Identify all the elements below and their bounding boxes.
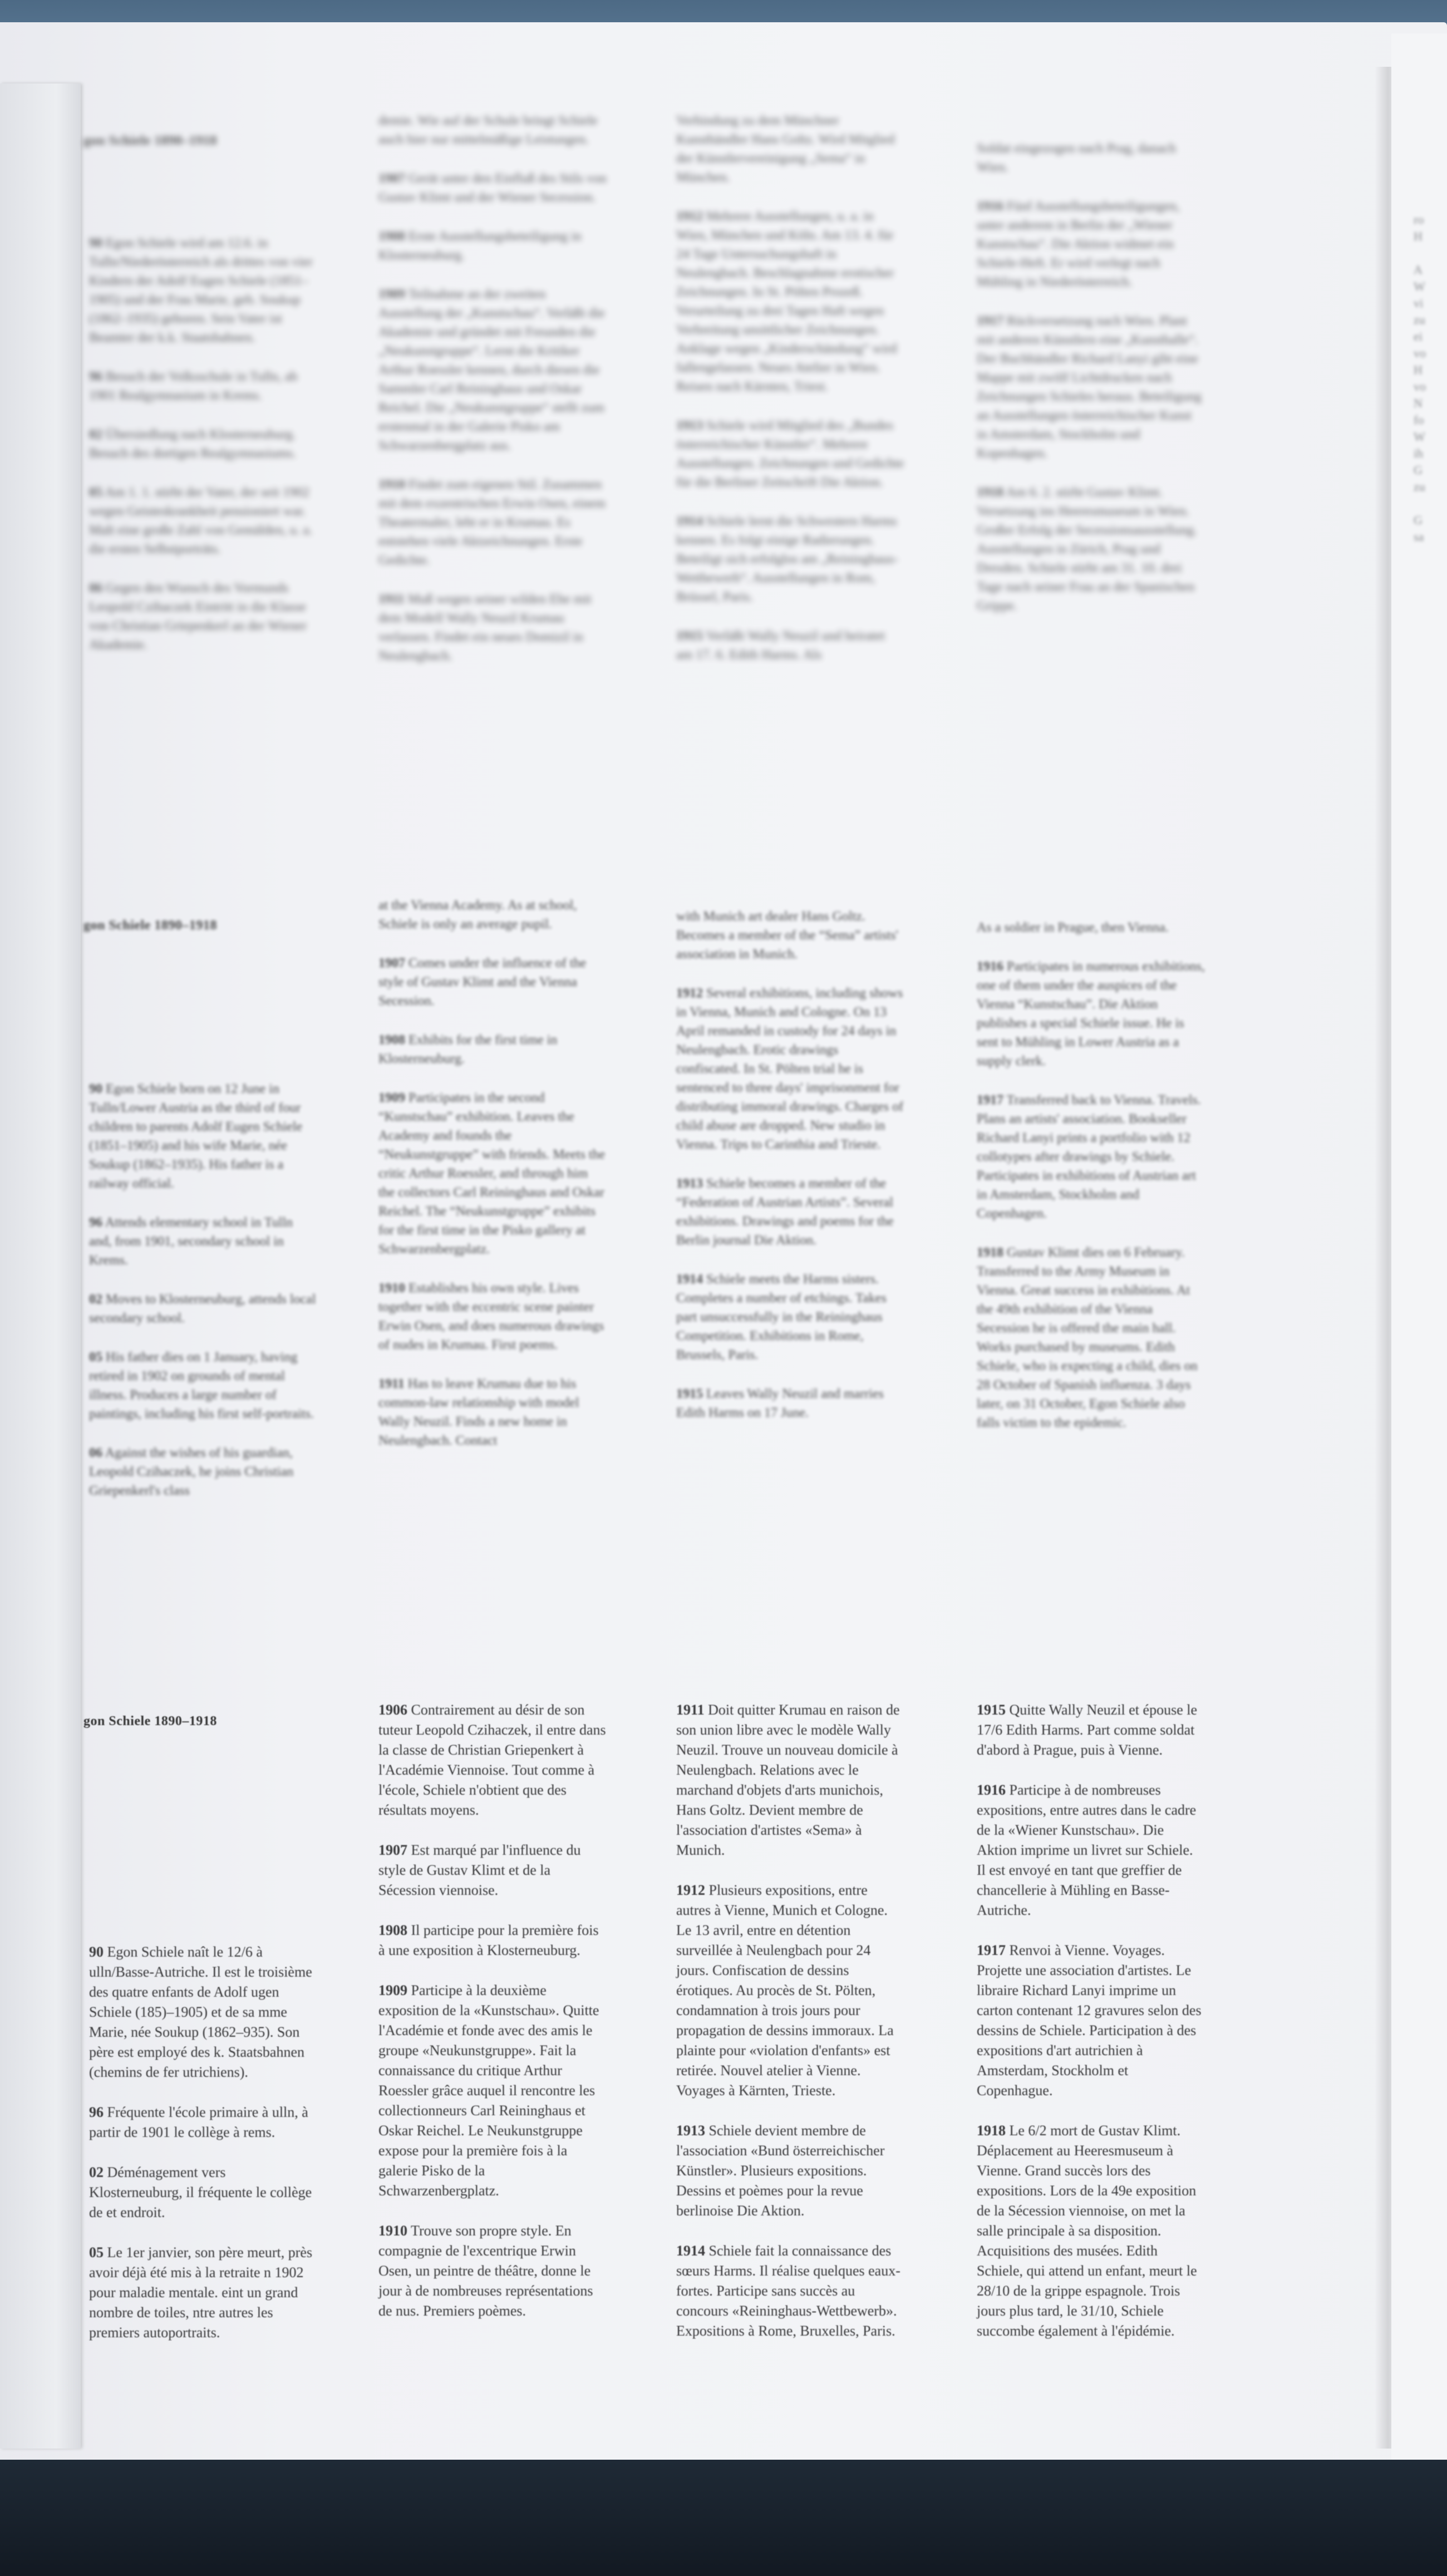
entry-text: demie. Wie auf der Schule bringt Schiele auch hier nur mittelmäßige Leistungen. [378,114,598,147]
section-title: gon Schiele 1890–1918 [83,918,217,933]
entry-year: 1911 [378,592,405,607]
timeline-entry [676,1880,904,2101]
timeline-entry [676,1174,904,1250]
timeline-entry [378,1375,607,1450]
entry-text: Schiele wird Mitglied des „Bundes österreichischer Künstler“. Mehrere Ausstellungen. Zeichnungen und Gedichte für die Berliner Zeitschrift Die Aktion. [676,418,904,490]
entry-year: 1914 [676,2243,705,2259]
timeline-entry [378,954,607,1011]
entry-text: with Munich art dealer Hans Goltz. Becomes a member of the “Sema” artists' association in Munich. [676,909,898,962]
timeline-entry [89,1942,317,2082]
entry-text: Erste Ausstellungsbeteiligung in Klosterneuburg. [378,229,582,263]
timeline-entry [89,234,317,347]
entry-text: Transferred back to Vienna. Travels. Plans an artists' association. Bookseller Richard Lanyi prints a portfolio with 12 collotypes after drawings by Schiele. Participates in exhibitions of Austrian art in Amsterdam, Stockholm and Copenhagen. [977,1093,1201,1221]
timeline-entry [977,1243,1205,1432]
section-german [0,111,1391,835]
entry-year: 96 [89,1215,102,1230]
entry-year: 1909 [378,1982,407,1998]
entry-year: 1910 [378,1281,405,1296]
entry-text: Against the wishes of his guardian, Leopold Czihaczek, he joins Christian Griepenkerl's class [89,1446,294,1498]
entry-year: 96 [89,2104,104,2120]
timeline-entry [378,1981,607,2201]
entry-text: Am 6. 2. stirbt Gustav Klimt. Versetzung ins Heeresmuseum in Wien. Großer Erfolg der Secessionsausstellung. Ausstellungen in Zürich, Prag und Dresden. Schiele stirbt am 31. 10. drei Tage nach seiner Frau an der Spanischen Grippe. [977,485,1197,613]
entry-year: 05 [89,2244,104,2260]
entry-year: 1907 [378,171,405,186]
timeline-entry [676,907,904,964]
entry-text: Schiele lernt die Schwestern Harms kennen. Es folgt einige Radierungen. Beteiligt sich erfolglos am „Reininghaus-Wettbewerb“. Ausstellungen in Rom, Brüssel, Paris. [676,514,898,604]
entry-text: Establishes his own style. Lives together with the eccentric scene painter Erwin Osen, and does numerous drawings of nudes in Krumau. First poems. [378,1281,604,1352]
timeline-entry [378,1700,607,1820]
entry-year: 1915 [977,1702,1006,1718]
entry-year: 1906 [378,1702,407,1718]
column-2 [378,111,607,686]
timeline-entry [378,2221,607,2321]
entry-year: 1907 [378,1842,407,1858]
entry-year: 1917 [977,1093,1003,1107]
entry-year: 1915 [676,1387,703,1401]
entry-year: 02 [89,2164,104,2180]
timeline-entry [676,111,904,187]
entry-text: at the Vienna Academy. As at school, Schiele is only an average pupil. [378,898,577,932]
timeline-entry [676,1700,904,1860]
entry-year: 1912 [676,986,703,1001]
entry-text: Fünf Ausstellungsbeteiligungen, unter anderem in Berlin der „Wiener Kunstschau“. Die Aktion widmet ein Schiele-Heft. Er wird verlegt nach Mühling in Niederösterreich. [977,199,1180,289]
entry-text: Besuch der Volksschule in Tulln, ab 1901 Realgymnasium in Krems. [89,370,298,403]
entry-year: 1914 [676,1272,703,1287]
entry-text: Übersiedlung nach Klosterneuburg. Besuch des dortigen Realgymnasiums. [89,427,296,461]
entry-year: 1916 [977,199,1003,214]
timeline-entry [676,2121,904,2221]
section-title: gon Schiele 1890–1918 [83,1714,217,1728]
entry-text: Gerät unter den Einfluß des Stils von Gustav Klimt und der Wiener Secession. [378,171,607,205]
entry-text: Quitte Wally Neuzil et épouse le 17/6 Edith Harms. Part comme soldat d'abord à Prague, puis à Vienne. [977,1702,1197,1758]
timeline-entry [89,579,317,654]
entry-text: Leaves Wally Neuzil and marries Edith Harms on 17 June. [676,1387,884,1420]
timeline-entry [676,984,904,1154]
entry-year: 1911 [378,1377,405,1391]
timeline-entry [89,367,317,405]
timeline-entry [977,2121,1205,2341]
entry-year: 1908 [378,1033,405,1047]
entry-text: Il participe pour la première fois à une exposition à Klosterneuburg. [378,1922,599,1958]
timeline-entry [89,425,317,463]
entry-year: 96 [89,370,102,384]
timeline-entry [977,139,1205,177]
timeline-entry [378,1840,607,1900]
entry-year: 1913 [676,418,703,433]
timeline-entry [89,2102,317,2142]
entry-year: 05 [89,485,102,500]
entry-text: Egon Schiele born on 12 June in Tulln/Lower Austria as the third of four children to parents Adolf Eugen Schiele (1851–1905) and his wife Marie, née Soukup (1862–1935). His father is a railway official. [89,1082,303,1191]
entry-text: Participates in numerous exhibitions, one of them under the auspices of the Vienna “Kunstschau”. Die Aktion publishes a special Schiele issue. He is sent to Mühling in Lower Austria as a supply clerk. [977,959,1205,1068]
entry-text: Le 6/2 mort de Gustav Klimt. Déplacement au Heeresmuseum à Vienne. Grand succès lors des expositions. Lors de la 49e exposition de la Sécession viennoise, on met la salle principale à sa disposition. Acquisitions des musées. Edith Schiele, qui attend un enfant, meurt le 28/10 de la grippe espagnole. Trois jours plus tard, le 31/10, Schiele succombe également à l'épidémie. [977,2122,1197,2339]
entry-text: Plusieurs expositions, entre autres à Vienne, Munich et Cologne. Le 13 avril, entre en détention surveillée à Neulengbach pour 24 jours. Confiscation de dessins érotiques. Au procès de St. Pölten, condamnation à trois jours pour propagation de dessins immoraux. La plainte pour «violation d'enfants» est retirée. Nouvel atelier à Vienne. Voyages à Kärnten, Trieste. [676,1882,894,2099]
entry-year: 1917 [977,1942,1006,1958]
entry-text: Renvoi à Vienne. Voyages. Projette une association d'artistes. Le libraire Richard Lanyi imprime un carton contenant 12 gravures selon des dessins de Schiele. Participation à des expositions d'art autrichien à Amsterdam, Stockholm et Copenhague. [977,1942,1202,2099]
entry-year: 1913 [676,1176,703,1191]
timeline-entry [378,111,607,149]
entry-year: 1909 [378,1091,405,1105]
entry-text: Schiele fait la connaissance des sœurs Harms. Il réalise quelques eaux-fortes. Participe sans succès au concours «Reininghaus-Wettbewerb». Expositions à Rome, Bruxelles, Paris. [676,2243,900,2339]
entry-year: 1910 [378,2223,407,2239]
column-4 [977,918,1205,1452]
entry-year: 1918 [977,2122,1006,2139]
entry-year: 1916 [977,959,1003,974]
entry-text: Comes under the influence of the style of Gustav Klimt and the Vienna Secession. [378,956,587,1008]
timeline-entry [977,312,1205,463]
entry-year: 06 [89,581,102,595]
timeline-entry [378,1279,607,1355]
section-title: gon Schiele 1890–1918 [83,134,217,148]
entry-year: 1907 [378,956,405,971]
entry-text: Soldat eingezogen nach Prag, danach Wien. [977,141,1176,175]
column-3 [676,907,904,1442]
entry-year: 90 [89,236,102,250]
timeline-entry [378,1920,607,1961]
entry-text: Participates in the second “Kunstschau” exhibition. Leaves the Academy and founds the “Neukunstgruppe” with friends. Meets the critic Arthur Roessler, and through him the collectors Carl Reininghaus and Oskar Reichel. The “Neukunstgruppe” exhibits for the first time in the Pisko gallery at Schwarzenbergplatz. [378,1091,606,1257]
entry-text: Est marqué par l'influence du style de Gustav Klimt et de la Sécession viennoise. [378,1842,581,1898]
entry-year: 1911 [676,1702,705,1718]
timeline-entry [977,1091,1205,1223]
column-4 [977,139,1205,636]
timeline-entry [89,1213,317,1270]
entry-text: Schiele devient membre de l'association «Bund österreichischer Künstler». Plusieurs expositions. Dessins et poèmes pour la revue berlinoise Die Aktion. [676,2122,885,2219]
background-bottom [0,2460,1447,2576]
entry-text: Exhibits for the first time in Klosterneuburg. [378,1033,558,1066]
timeline-entry [378,285,607,455]
timeline-entry [89,1290,317,1328]
column-1 [89,1080,317,1520]
timeline-entry [676,1270,904,1365]
section-english [0,896,1391,1642]
entry-text: Participe à la deuxième exposition de la «Kunstschau». Quitte l'Académie et fonde avec des amis le groupe «Neukunstgruppe». Fait la connaissance du critique Arthur Roessler grâce auquel il rencontre les collectionneurs Carl Reininghaus et Oskar Reichel. Le Neukunstgruppe expose pour la première fois à la galerie Pisko de la Schwarzenbergplatz. [378,1982,599,2199]
entry-text: Gegen den Wunsch des Vormunds Leopold Czihaczek Eintritt in die Klasse von Christian Griepenkerl an der Wiener Akademie. [89,581,307,652]
timeline-entry [676,627,904,664]
timeline-entry [89,1444,317,1500]
timeline-entry [676,416,904,492]
section-french [0,1697,1391,2449]
entry-text: Schiele meets the Harms sisters. Completes a number of etchings. Takes part unsuccessfully in the Reininghaus Competition. Exhibitions in Rome, Brussels, Paris. [676,1272,887,1362]
timeline-entry [977,918,1205,937]
entry-year: 1909 [378,287,405,302]
entry-year: 06 [89,1446,102,1460]
entry-year: 1913 [676,2122,705,2139]
timeline-entry [89,2163,317,2223]
entry-year: 02 [89,1292,102,1307]
timeline-entry [89,2243,317,2343]
entry-year: 1910 [378,477,405,492]
column-2 [378,896,607,1470]
entry-text: Gustav Klimt dies on 6 February. Transferred to the Army Museum in Vienna. Great success in exhibitions. At the 49th exhibition of the Vienna Secession he is offered the main hall. Works purchased by museums. Edith Schiele, who is expecting a child, dies on 28 October of Spanish influenza. 3 days later, on 31 October, Egon Schiele also falls victim to the epidemic. [977,1245,1198,1430]
column-2 [378,1700,607,2341]
flap-text: ro H A W vi zu ei vo H vo N fo W ih G zu G sa [1414,213,1426,544]
column-1 [89,234,317,674]
entry-year: 90 [89,1082,102,1096]
entry-year: 1912 [676,209,703,224]
timeline-entry [378,227,607,265]
timeline-entry [378,1088,607,1259]
entry-text: Trouve son propre style. En compagnie de l'excentrique Erwin Osen, un peintre de théâtre, donne le jour à de nombreuses représentations de nus. Premiers poèmes. [378,2223,593,2319]
entry-text: Rückversetzung nach Wien. Plant mit anderen Künstlern eine „Kunsthalle“. Der Buchhändler Richard Lanyi gibt eine Mappe mit zwölf Lichtdrucken nach Zeichnungen Schieles heraus. Beteiligung an Ausstellungen österreichischer Kunst in Amsterdam, Stockholm und Kopenhagen. [977,314,1202,461]
timeline-entry [676,2241,904,2341]
timeline-entry [977,1700,1205,1760]
entry-text: Findet zum eigenen Stil. Zusammen mit dem exzentrischen Erwin Osen, einem Theatermaler, lebt er in Krumau. Es entstehen viele Aktzeichnungen. Erste Gedichte. [378,477,606,568]
entry-text: Contrairement au désir de son tuteur Leopold Czihaczek, il entre dans la classe de Christian Griepenkert à l'Académie Viennoise. Tout comme à l'école, Schiele n'obtient que des résultats moyens. [378,1702,606,1818]
entry-text: Muß wegen seiner wilden Ehe mit dem Modell Wally Neuzil Krumau verlassen. Findet ein neues Domizil in Neulengbach. [378,592,592,663]
entry-text: Fréquente l'école primaire à ulln, à partir de 1901 le collège à rems. [89,2104,308,2140]
entry-year: 1908 [378,229,405,244]
timeline-entry [89,483,317,559]
timeline-entry [676,1385,904,1422]
entry-text: Verläßt Wally Neuzil und heiratet am 17. 6. Edith Harms. Als [676,629,885,662]
entry-text: Doit quitter Krumau en raison de son union libre avec le modèle Wally Neuzil. Trouve un nouveau domicile à Neulengbach. Relations avec le marchand d'objets d'arts munichois, Hans Goltz. Devient membre de l'association d'artistes «Sema» à Munich. [676,1702,900,1858]
entry-year: 1912 [676,1882,705,1898]
entry-text: Am 1. 1. stirbt der Vater, der seit 1902 wegen Geisteskrankheit pensioniert war. Malt eine große Zahl von Gemälden, u. a. die ersten Selbstporträts. [89,485,313,556]
entry-year: 05 [89,1350,102,1365]
entry-text: Egon Schiele naît le 12/6 à ulln/Basse-Autriche. Il est le troisième des quatre enfants de Adolf ugen Schiele (185)–1905) et de sa mme Marie, née Soukup (1862–935). Son père est employé des k. Staatsbahnen (chemins de fer utrichiens). [89,1944,312,2080]
column-3 [676,111,904,684]
timeline-entry [89,1348,317,1424]
entry-text: Participe à de nombreuses expositions, entre autres dans le cadre de la «Wiener Kunstschau». Die Aktion imprime un livret sur Schiele. Il est envoyé en tant que greffier de chancellerie à Mühling en Basse-Autriche. [977,1782,1197,1918]
timeline-entry [676,207,904,396]
timeline-entry [977,483,1205,615]
entry-year: 90 [89,1944,104,1960]
entry-year: 1918 [977,1245,1003,1260]
timeline-entry [676,512,904,607]
entry-text: Moves to Klosterneuburg, attends local secondary school. [89,1292,316,1326]
timeline-entry [977,1940,1205,2101]
timeline-entry [378,896,607,934]
entry-year: 1908 [378,1922,407,1938]
entry-text: As a soldier in Prague, then Vienna. [977,920,1169,935]
entry-year: 1915 [676,629,703,643]
entry-text: Attends elementary school in Tulln and, from 1901, secondary school in Krems. [89,1215,293,1268]
entry-year: 1916 [977,1782,1006,1798]
timeline-entry [977,957,1205,1071]
entry-text: Schiele becomes a member of the “Federation of Austrian Artists”. Several exhibitions. Drawings and poems for the Berlin journal Die Aktion. [676,1176,894,1248]
timeline-entry [977,197,1205,292]
entry-text: Mehrere Ausstellungen, u. a. in Wien, München und Köln. Am 13. 4. für 24 Tage Untersuchungshaft in Neulengbach. Beschlagnahme erotischer Zeichnungen. In St. Pölten Prozeß. Verurteilung zu drei Tagen Haft wegen Verbreitung unsittlicher Zeichnungen. Anklage wegen „Kinderschändung“ wird fallengelassen. Neues Atelier in Wien. Reisen nach Kärnten, Triest. [676,209,897,394]
entry-text: Verbindung zu dem Münchner Kunsthändler Hans Goltz. Wird Mitglied der Künstlervereinigung „Sema“ in München. [676,114,895,185]
entry-text: His father dies on 1 January, having retired in 1902 on grounds of mental illness. Produces a large number of paintings, including his first self-portraits. [89,1350,314,1421]
timeline-entry [378,169,607,207]
timeline-entry [378,1031,607,1068]
entry-year: 02 [89,427,102,442]
entry-year: 1918 [977,485,1003,500]
entry-year: 1917 [977,314,1003,328]
column-1 [89,1942,317,2363]
timeline-entry [378,590,607,666]
entry-year: 1914 [676,514,703,529]
timeline-entry [378,475,607,570]
entry-text: Teilnahme an der zweiten Ausstellung der „Kunstschau“. Verläßt die Akademie und gründet mit Freunden die „Neukunstgruppe“. Lernt die Kritiker Arthur Roessler kennen, durch diesen die Sammler Carl Reininghaus und Oskar Reichel. Die „Neukunstgruppe“ stellt zum erstenmal in der Galerie Pisko am Schwarzenbergplatz aus. [378,287,605,453]
entry-text: Has to leave Krumau due to his common-law relationship with model Wally Neuzil. Finds a new home in Neulengbach. Contact [378,1377,579,1448]
column-4 [977,1700,1205,2361]
column-3 [676,1700,904,2361]
entry-text: Egon Schiele wird am 12.6. in Tulln/Niederösterreich als drittes von vier Kindern der Adolf Eugen Schiele (1851–1905) und der Frau Marie, geb. Soukup (1862–1935) geboren. Sein Vater ist Beamter der k.k. Staatsbahnen. [89,236,313,345]
entry-text: Several exhibitions, including shows in Vienna, Munich and Cologne. On 13 April remanded in custody for 24 days in Neulengbach. Erotic drawings confiscated. In St. Pölten trial he is sentenced to three days' imprisonment for distributing immoral drawings. Charges of child abuse are dropped. New studio in Vienna. Trips to Carinthia and Trieste. [676,986,904,1152]
entry-text: Le 1er janvier, son père meurt, près avoir déjà été mis à la retraite n 1902 pour maladie mentale. eint un grand nombre de toiles, ntre autres les premiers autoportraits. [89,2244,313,2341]
timeline-entry [89,1080,317,1193]
timeline-entry [977,1780,1205,1920]
entry-text: Déménagement vers Klosterneuburg, il fréquente le collège de et endroit. [89,2164,312,2220]
